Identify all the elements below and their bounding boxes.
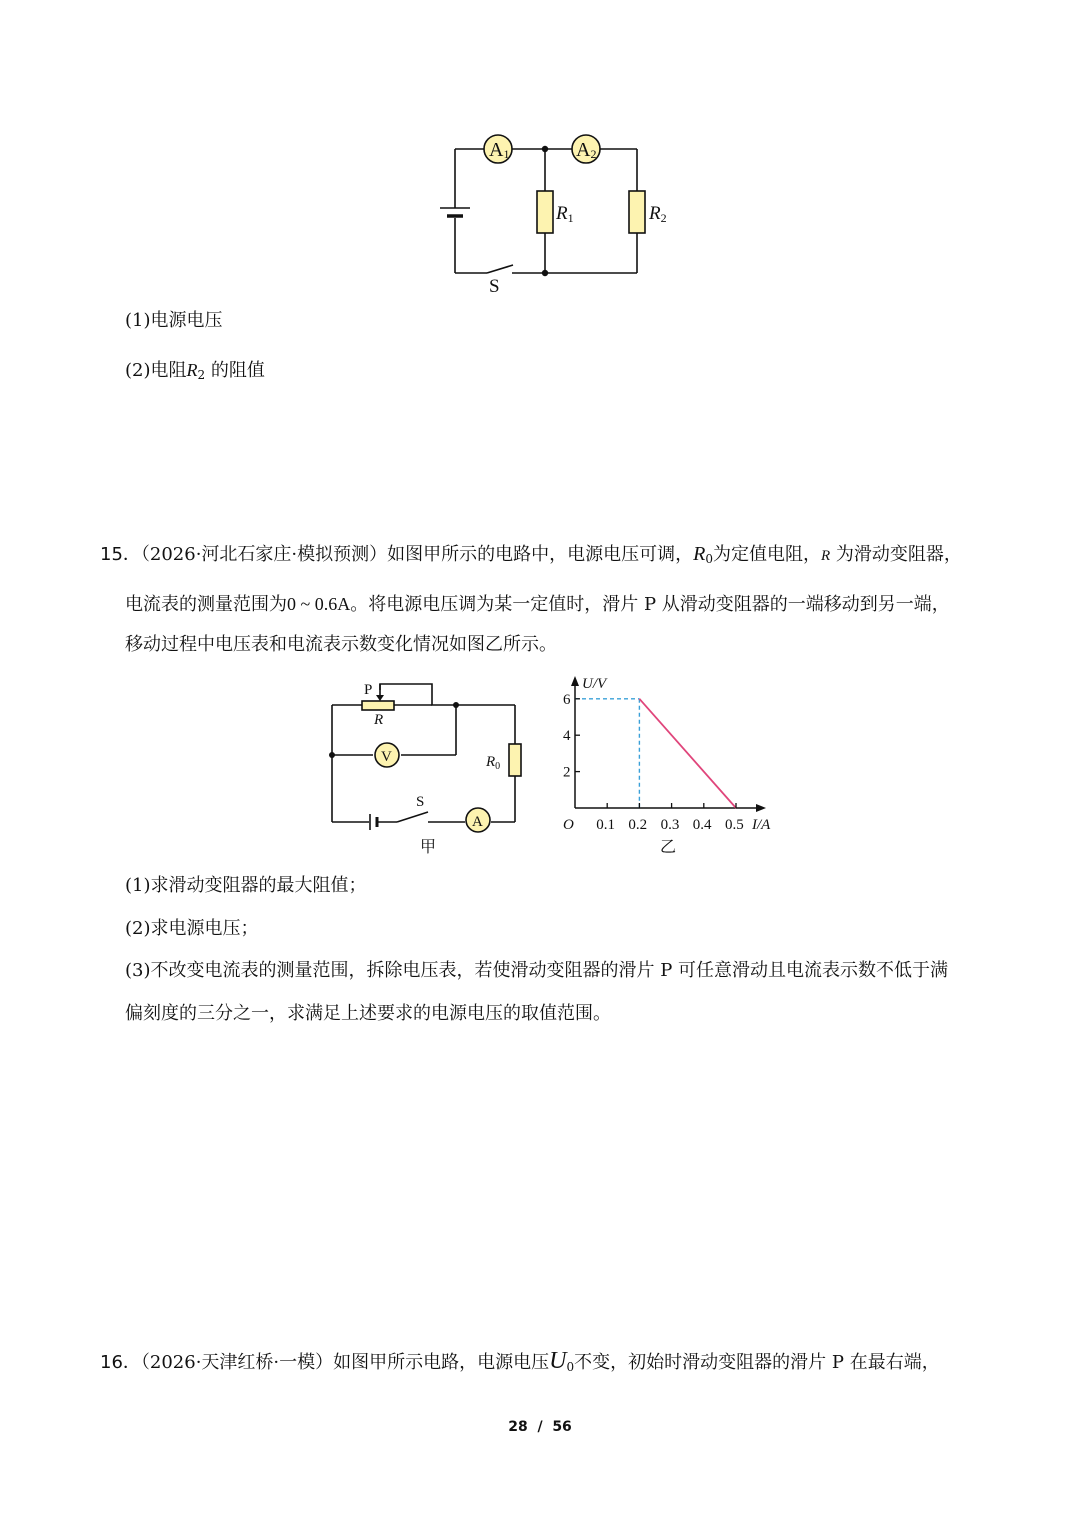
svg-text:A1: A1 — [489, 139, 510, 161]
circuit-diagram-jia — [320, 675, 530, 860]
svg-text:V: V — [381, 749, 392, 765]
q16-line1: 16．（2026·天津红桥·一模）如图甲所示电路，电源电压$U_0$不变，初始时滑动变阻器的滑片 P 在最右端， — [100, 1348, 940, 1374]
q15-sub3-line1: (3)不改变电流表的测量范围，拆除电压表，若使滑动变阻器的滑片 P 可任意滑动且电流表示数不低于满 — [125, 960, 949, 981]
svg-text:A2: A2 — [576, 139, 597, 161]
svg-text:P: P — [364, 682, 373, 698]
svg-text:R2: R2 — [649, 203, 667, 225]
x-tick-label: 0.5 — [725, 817, 744, 833]
circuit-diagram-parallel — [430, 125, 680, 300]
svg-text:R: R — [374, 712, 384, 728]
origin-label: O — [563, 817, 574, 833]
x-axis-label: I/A — [752, 817, 771, 833]
q15-sub2: (2)求电源电压； — [125, 918, 259, 939]
rheostat-r — [362, 701, 394, 710]
y-tick-label: 2 — [563, 764, 571, 781]
resistor-r2 — [629, 191, 645, 233]
prev-sub2: (2)电阻$R_2$ 的阻值 — [125, 360, 265, 382]
page-number: 28 / 56 — [508, 1419, 572, 1435]
switch-label: S — [489, 276, 500, 297]
svg-text:A: A — [472, 814, 483, 830]
svg-text:R0: $R_0$ — [486, 754, 501, 772]
y-axis-label: U/V — [582, 676, 607, 692]
y-tick-label: 4 — [563, 728, 571, 745]
battery-symbol — [440, 208, 470, 216]
svg-text:甲: 甲 — [420, 839, 437, 856]
y-tick-label: 6 — [563, 691, 571, 708]
q15-sub1: (1)求滑动变阻器的最大阻值； — [125, 875, 367, 896]
x-tick-label: 0.4 — [692, 817, 712, 833]
q15-line1: 15．（2026·河北石家庄·模拟预测）如图甲所示的电路中，电源电压可调，$R_0$为定值电阻，R 为滑动变阻器， — [100, 543, 962, 566]
x-tick-label: 0.1 — [596, 817, 615, 833]
q15-line3: 移动过程中电压表和电流表示数变化情况如图乙所示。 — [125, 634, 557, 655]
resistor-r0 — [509, 744, 521, 776]
svg-text:R1: R1 — [556, 203, 574, 225]
series-line — [639, 699, 736, 808]
graph-caption: 乙 — [660, 839, 677, 856]
q15-line2: 电流表的测量范围为0 ~ 0.6A。将电源电压调为某一定值时，滑片 P 从滑动变阻器的一端移动到另一端， — [125, 594, 950, 615]
svg-text:S: S — [416, 794, 425, 810]
q15-sub3-line2: 偏刻度的三分之一，求满足上述要求的电源电压的取值范围。 — [125, 1003, 611, 1024]
graph-u-i — [555, 668, 785, 863]
prev-sub1: (1)电源电压 — [125, 310, 223, 331]
resistor-r1 — [537, 191, 553, 233]
x-tick-label: 0.3 — [660, 817, 680, 833]
x-tick-label: 0.2 — [628, 817, 648, 833]
